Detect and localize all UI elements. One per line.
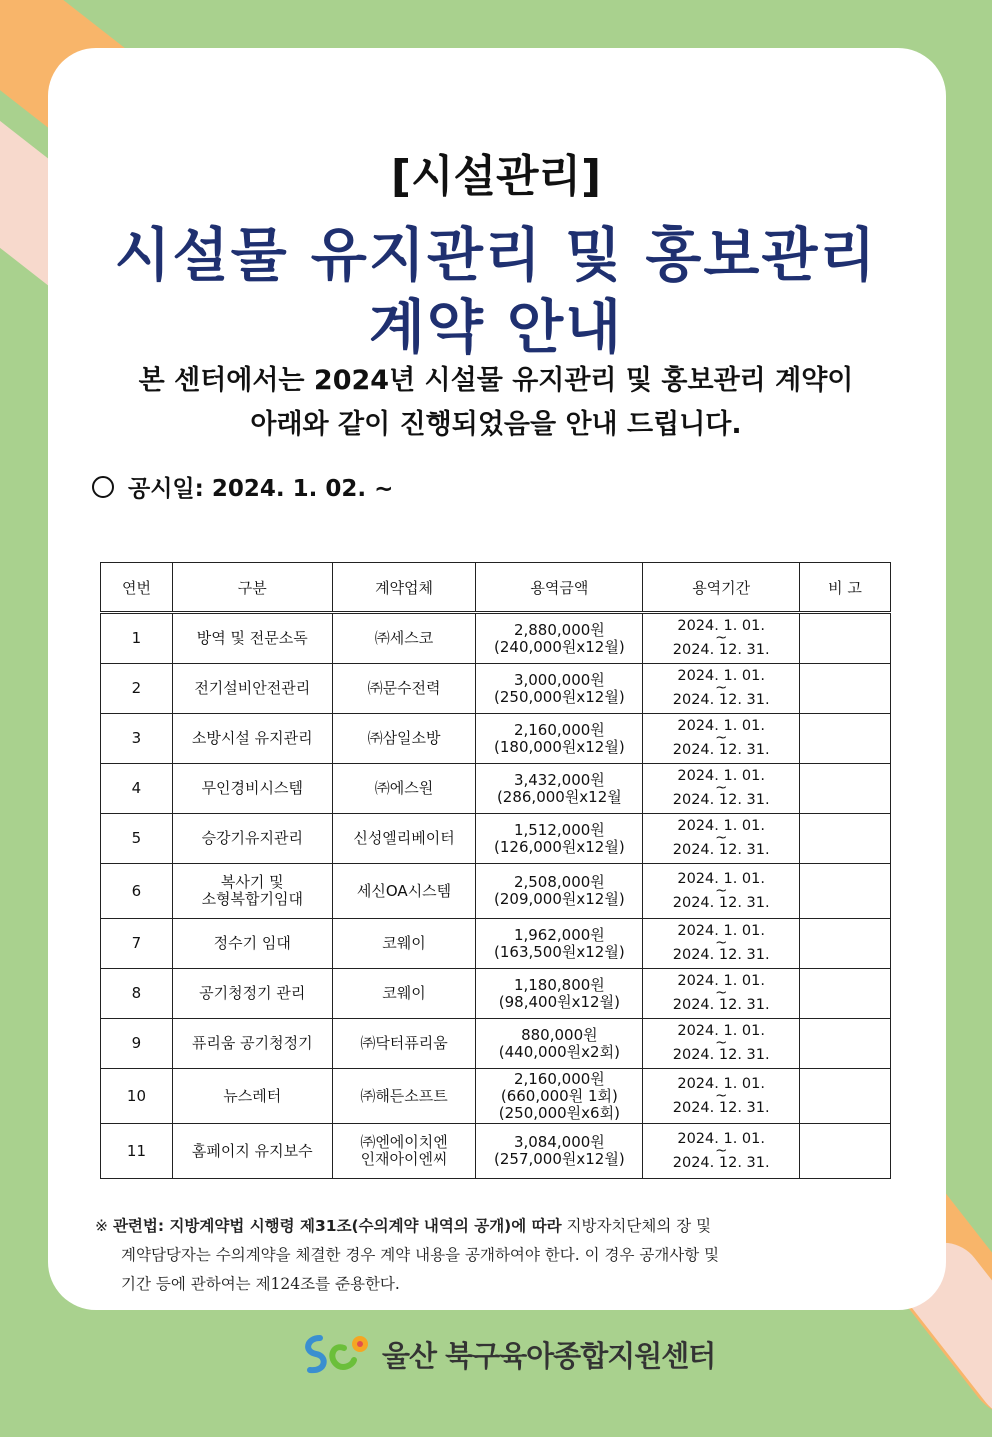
cell-category-line: 홈페이지 유지보수: [191, 1141, 313, 1160]
cell-vendor: [332, 814, 476, 864]
table-header-row: [101, 563, 891, 613]
cell-period: [643, 1019, 800, 1069]
cell-note: [800, 714, 891, 764]
cell-amount-line: (286,000원x12월: [496, 787, 622, 806]
cell-category-line: 승강기유지관리: [201, 829, 303, 847]
period-end: 2024. 12. 31.: [672, 1154, 770, 1171]
cell-category: [172, 1019, 332, 1069]
cell-vendor-line: ㈜닥터퓨리움: [360, 1034, 448, 1052]
period-end: 2024. 12. 31.: [672, 692, 770, 708]
intro-line2: 아래와 같이 진행되었음을 안내 드립니다.: [250, 409, 742, 440]
cell-amount-line: 2,160,000원: [513, 720, 605, 739]
org-name: 울산 북구육아종합지원센터: [382, 1338, 716, 1373]
cell-no: [101, 814, 173, 864]
period-range: [673, 619, 770, 658]
cell-category: [172, 664, 332, 714]
cell-amount: [476, 1124, 643, 1179]
period-tilde: ~: [715, 780, 728, 796]
period-start: 2024. 1. 01.: [677, 973, 765, 989]
cell-vendor: [332, 613, 476, 664]
table-row: [101, 814, 891, 864]
table-row: [101, 1124, 891, 1179]
cell-category-line: 전기설비안전관리: [194, 679, 311, 697]
footnote-line2: 계약담당자는 수의계약을 체결한 경우 계약 내용을 공개하여야 한다. 이 경우 공개사항 및: [121, 1246, 720, 1264]
cell-amount-line: 1,962,000원: [513, 925, 605, 944]
cell-period: [643, 664, 800, 714]
cell-category: [172, 1124, 332, 1179]
org-logo: [300, 1330, 715, 1378]
period-range: [673, 769, 770, 808]
period-range: [673, 974, 770, 1013]
cell-vendor: [332, 1069, 476, 1124]
cell-vendor: [332, 919, 476, 969]
cell-amount: [476, 613, 643, 664]
cell-note: [800, 764, 891, 814]
period-start: 2024. 1. 01.: [677, 1075, 765, 1092]
cell-amount-line: 1,180,800원: [513, 975, 605, 994]
cell-no-line: 1: [131, 629, 142, 647]
cell-vendor-line: 코웨이: [382, 934, 426, 952]
cell-category-line: 소형복합기임대: [201, 890, 303, 908]
cell-no: [101, 919, 173, 969]
table-row: [101, 714, 891, 764]
cell-note: [800, 1019, 891, 1069]
header-category: 구분: [172, 563, 332, 613]
period-tilde: ~: [715, 1142, 728, 1159]
period-start: 2024. 1. 01.: [677, 768, 765, 784]
period-end: 2024. 12. 31.: [672, 1099, 770, 1116]
cell-amount-line: (257,000원x12월): [494, 1150, 625, 1168]
period-end: 2024. 12. 31.: [672, 742, 770, 758]
cell-category: [172, 1069, 332, 1124]
cell-no-line: 10: [126, 1086, 146, 1105]
period-start: 2024. 1. 01.: [677, 718, 765, 734]
cell-no: [101, 714, 173, 764]
footnote-mark: ※: [95, 1217, 108, 1235]
period-range: [673, 1132, 770, 1171]
table-row: [101, 1019, 891, 1069]
cell-category-line: 뉴스레터: [223, 1086, 282, 1105]
period-range: [673, 872, 770, 911]
cell-no-line: 4: [131, 779, 142, 797]
cell-category: [172, 764, 332, 814]
cell-vendor: [332, 969, 476, 1019]
cell-amount-line: (98,400원x12월): [498, 992, 620, 1011]
cell-amount-line: 2,160,000원: [513, 1069, 605, 1088]
header-no: 연번: [101, 563, 173, 613]
cell-no-line: 7: [131, 934, 142, 952]
cell-amount-line: (660,000원 1회): [500, 1086, 618, 1105]
period-start: 2024. 1. 01.: [677, 1023, 765, 1039]
period-start: 2024. 1. 01.: [677, 870, 765, 887]
footnote: [95, 1212, 885, 1299]
cell-no: [101, 1019, 173, 1069]
category-title: [시설관리]: [390, 151, 602, 202]
cell-no: [101, 1124, 173, 1179]
header-amount: 용역금액: [476, 563, 643, 613]
period-tilde: ~: [715, 630, 728, 646]
cell-vendor-line: 코웨이: [382, 984, 426, 1002]
contract-table: [100, 562, 891, 1179]
period-start: 2024. 1. 01.: [677, 668, 765, 684]
footnote-line1-rest: 지방자치단체의 장 및: [566, 1217, 712, 1235]
table-row: [101, 664, 891, 714]
period-tilde: ~: [715, 830, 728, 846]
table-row: [101, 919, 891, 969]
cell-category-line: 퓨리움 공기청정기: [191, 1034, 313, 1052]
table-row: [101, 613, 891, 664]
cell-vendor-line: 인재아이엔씨: [360, 1150, 448, 1168]
period-range: [673, 1077, 770, 1116]
period-start: 2024. 1. 01.: [677, 1130, 765, 1147]
cell-amount-line: (250,000원x12월): [494, 687, 625, 706]
cell-period: [643, 613, 800, 664]
cell-period: [643, 864, 800, 919]
cell-amount-line: (163,500원x12월): [494, 942, 625, 961]
cell-period: [643, 1069, 800, 1124]
main-title-line2: 계약 안내: [368, 293, 624, 361]
cell-amount-line: 1,512,000원: [513, 820, 605, 839]
cell-category-line: 무인경비시스템: [201, 779, 303, 797]
cell-vendor-line: 세신OA시스템: [356, 881, 452, 900]
cell-category: [172, 714, 332, 764]
header-period: 용역기간: [643, 563, 800, 613]
period-end: 2024. 12. 31.: [672, 842, 770, 858]
table-row: [101, 969, 891, 1019]
period-end: 2024. 12. 31.: [672, 642, 770, 658]
cell-no-line: 2: [131, 679, 142, 697]
cell-amount-line: (440,000원x2회): [498, 1042, 620, 1061]
period-range: [673, 669, 770, 708]
cell-amount-line: 2,508,000원: [513, 873, 605, 891]
period-tilde: ~: [715, 985, 728, 1001]
cell-category-line: 소방시설 유지관리: [191, 729, 313, 747]
cell-category: [172, 814, 332, 864]
cell-no-line: 5: [131, 829, 142, 847]
cell-no: [101, 969, 173, 1019]
cell-no: [101, 664, 173, 714]
cell-note: [800, 814, 891, 864]
period-range: [673, 924, 770, 963]
notice-date-text: 공시일: 2024. 1. 02. ~: [128, 476, 394, 502]
cell-vendor-line: ㈜해든소프트: [360, 1086, 448, 1105]
header-vendor: 계약업체: [332, 563, 476, 613]
period-tilde: ~: [715, 680, 728, 696]
cell-period: [643, 814, 800, 864]
cell-vendor: [332, 714, 476, 764]
circle-bullet-icon: [92, 476, 114, 498]
table-row: [101, 764, 891, 814]
cell-note: [800, 613, 891, 664]
cell-note: [800, 969, 891, 1019]
cell-category-line: 복사기 및: [220, 873, 284, 891]
cell-no-line: 6: [131, 881, 142, 900]
cell-note: [800, 1124, 891, 1179]
cell-no-line: 11: [126, 1141, 146, 1160]
cell-amount: [476, 664, 643, 714]
cell-vendor-line: ㈜세스코: [374, 629, 434, 647]
cell-amount-line: (209,000원x12월): [494, 890, 625, 908]
period-range: [673, 819, 770, 858]
cell-amount-line: (126,000원x12월): [494, 837, 625, 856]
cell-period: [643, 919, 800, 969]
cell-no: [101, 864, 173, 919]
cell-amount-line: 880,000원: [521, 1025, 598, 1044]
cell-amount: [476, 1069, 643, 1124]
period-end: 2024. 12. 31.: [672, 894, 770, 911]
cell-vendor-line: ㈜엔에이치엔: [360, 1133, 448, 1151]
cell-category: [172, 969, 332, 1019]
cell-amount: [476, 864, 643, 919]
cell-period: [643, 969, 800, 1019]
intro-line1: 본 센터에서는 2024년 시설물 유지관리 및 홍보관리 계약이: [138, 365, 854, 396]
period-start: 2024. 1. 01.: [677, 923, 765, 939]
period-start: 2024. 1. 01.: [677, 818, 765, 834]
cell-vendor: [332, 1124, 476, 1179]
period-start: 2024. 1. 01.: [677, 618, 765, 634]
cell-amount-line: 3,432,000원: [513, 770, 605, 789]
cell-no: [101, 613, 173, 664]
cell-no-line: 8: [131, 984, 142, 1002]
cell-amount-line: 2,880,000원: [513, 620, 605, 639]
cell-amount-line: 3,084,000원: [513, 1133, 605, 1151]
cell-vendor: [332, 1019, 476, 1069]
cell-amount: [476, 919, 643, 969]
cell-period: [643, 1124, 800, 1179]
period-tilde: ~: [715, 1035, 728, 1051]
notice-date: [92, 470, 393, 503]
period-tilde: ~: [715, 935, 728, 951]
cell-vendor-line: ㈜삼일소방: [367, 729, 441, 747]
period-end: 2024. 12. 31.: [672, 947, 770, 963]
cell-period: [643, 764, 800, 814]
cell-amount-line: (180,000원x12월): [494, 737, 625, 756]
cell-amount-line: (240,000원x12월): [494, 637, 625, 656]
period-end: 2024. 12. 31.: [672, 1047, 770, 1063]
org-emblem-icon: [300, 1330, 372, 1378]
cell-no: [101, 1069, 173, 1124]
cell-category: [172, 864, 332, 919]
cell-amount: [476, 714, 643, 764]
table-row: [101, 1069, 891, 1124]
cell-category: [172, 919, 332, 969]
cell-category-line: 방역 및 전문소독: [196, 629, 308, 647]
footnote-line3: 기간 등에 관하여는 제124조를 준용한다.: [121, 1275, 400, 1293]
cell-amount: [476, 764, 643, 814]
cell-note: [800, 864, 891, 919]
period-tilde: ~: [715, 1087, 728, 1104]
footnote-law: 관련법: 지방계약법 시행령 제31조(수의계약 내역의 공개)에 따라: [112, 1217, 562, 1235]
header-note: 비 고: [800, 563, 891, 613]
cell-vendor: [332, 664, 476, 714]
main-title-line1: 시설물 유지관리 및 홍보관리: [114, 221, 878, 289]
cell-vendor: [332, 764, 476, 814]
cell-vendor-line: ㈜문수전력: [367, 679, 441, 697]
period-end: 2024. 12. 31.: [672, 792, 770, 808]
cell-amount: [476, 814, 643, 864]
cell-note: [800, 664, 891, 714]
cell-amount: [476, 969, 643, 1019]
cell-no-line: 9: [131, 1034, 142, 1052]
period-range: [673, 719, 770, 758]
cell-vendor-line: ㈜에스원: [374, 779, 434, 797]
cell-vendor-line: 신성엘리베이터: [353, 829, 455, 847]
cell-category-line: 공기청정기 관리: [199, 984, 306, 1002]
period-tilde: ~: [715, 882, 728, 899]
cell-category-line: 정수기 임대: [213, 934, 291, 952]
cell-amount: [476, 1019, 643, 1069]
cell-category: [172, 613, 332, 664]
cell-no-line: 3: [131, 729, 142, 747]
period-end: 2024. 12. 31.: [672, 997, 770, 1013]
period-range: [673, 1024, 770, 1063]
cell-amount-line: 3,000,000원: [513, 670, 605, 689]
cell-no: [101, 764, 173, 814]
cell-period: [643, 714, 800, 764]
cell-note: [800, 1069, 891, 1124]
cell-vendor: [332, 864, 476, 919]
period-tilde: ~: [715, 730, 728, 746]
cell-amount-line: (250,000원x6회): [498, 1103, 620, 1122]
table-row: [101, 864, 891, 919]
cell-note: [800, 919, 891, 969]
